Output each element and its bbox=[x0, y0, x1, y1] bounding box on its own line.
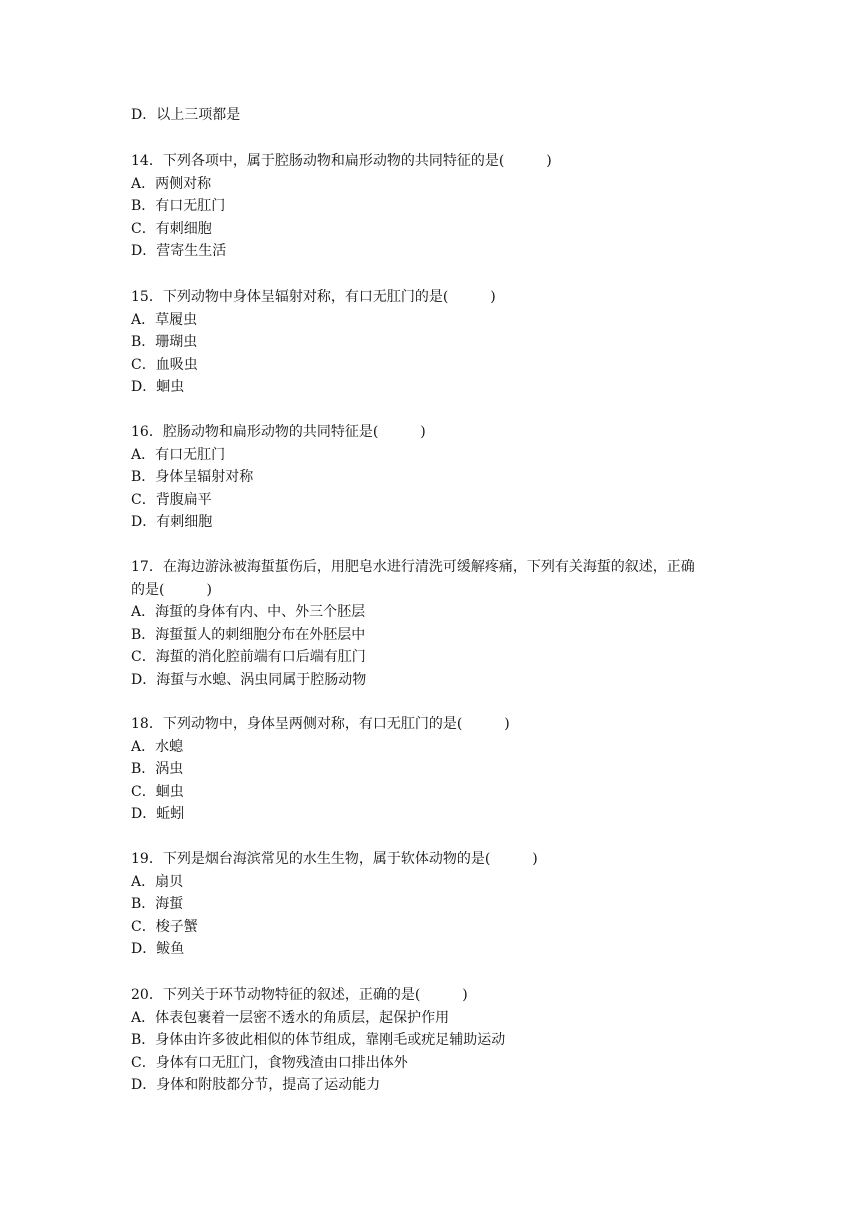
question-stem: 14．下列各项中，属于腔肠动物和扁形动物的共同特征的是( ) bbox=[131, 153, 552, 169]
question-19 bbox=[131, 848, 751, 961]
option-a: A．两侧对称 bbox=[131, 175, 212, 192]
option-c: C．蛔虫 bbox=[131, 783, 184, 800]
option-c: C．血吸虫 bbox=[131, 356, 198, 373]
orphan-option bbox=[131, 104, 751, 127]
option-d: D．蛔虫 bbox=[131, 379, 185, 396]
option-c: C．身体有口无肛门，食物残渣由口排出体外 bbox=[131, 1054, 408, 1071]
option-d: D．鲅鱼 bbox=[131, 941, 185, 958]
question-16 bbox=[131, 421, 751, 534]
question-stem: 20．下列关于环节动物特征的叙述，正确的是( ) bbox=[131, 987, 468, 1003]
question-20 bbox=[131, 984, 751, 1097]
option-a: A．扇贝 bbox=[131, 873, 184, 890]
question-stem: 16．腔肠动物和扁形动物的共同特征是( ) bbox=[131, 424, 426, 440]
question-18 bbox=[131, 713, 751, 826]
question-14 bbox=[131, 150, 751, 263]
option-a: A．有口无肛门 bbox=[131, 446, 226, 463]
option-b: B．身体呈辐射对称 bbox=[131, 469, 254, 486]
option-d: D．有刺细胞 bbox=[131, 514, 213, 531]
option-b: B．海蜇蜇人的刺细胞分布在外胚层中 bbox=[131, 626, 366, 643]
option-b: B．涡虫 bbox=[131, 761, 184, 778]
option-b: B．有口无肛门 bbox=[131, 198, 226, 215]
option-c: C．有刺细胞 bbox=[131, 220, 212, 237]
question-stem: 15．下列动物中身体呈辐射对称，有口无肛门的是( ) bbox=[131, 289, 496, 305]
question-stem: 17．在海边游泳被海蜇蜇伤后，用肥皂水进行清洗可缓解疼痛，下列有关海蜇的叙述，正确 bbox=[131, 559, 695, 575]
option-d: D．蚯蚓 bbox=[131, 806, 185, 823]
question-stem: 18．下列动物中，身体呈两侧对称，有口无肛门的是( ) bbox=[131, 716, 510, 732]
option-c: C．背腹扁平 bbox=[131, 491, 212, 508]
option-a: A．海蜇的身体有内、中、外三个胚层 bbox=[131, 604, 366, 621]
option-a: A．草履虫 bbox=[131, 311, 198, 328]
question-17 bbox=[131, 556, 751, 692]
question-stem-continuation: 的是( ) bbox=[131, 581, 212, 598]
option-b: B．珊瑚虫 bbox=[131, 334, 198, 351]
question-stem: 19．下列是烟台海滨常见的水生生物，属于软体动物的是( ) bbox=[131, 851, 538, 867]
option-c: C．海蜇的消化腔前端有口后端有肛门 bbox=[131, 649, 366, 666]
question-15 bbox=[131, 286, 751, 399]
option-a: A．水螅 bbox=[131, 738, 184, 755]
option-a: A．体表包裹着一层密不透水的角质层，起保护作用 bbox=[131, 1009, 450, 1026]
option-b: B．海蜇 bbox=[131, 896, 184, 913]
option-c: C．梭子蟹 bbox=[131, 918, 198, 935]
option-d: D．以上三项都是 bbox=[131, 107, 241, 123]
option-d: D．营寄生生活 bbox=[131, 243, 227, 260]
option-d: D．海蜇与水螅、涡虫同属于腔肠动物 bbox=[131, 671, 367, 688]
option-b: B．身体由许多彼此相似的体节组成，靠刚毛或疣足辅助运动 bbox=[131, 1032, 506, 1049]
option-d: D．身体和附肢都分节，提高了运动能力 bbox=[131, 1077, 381, 1094]
